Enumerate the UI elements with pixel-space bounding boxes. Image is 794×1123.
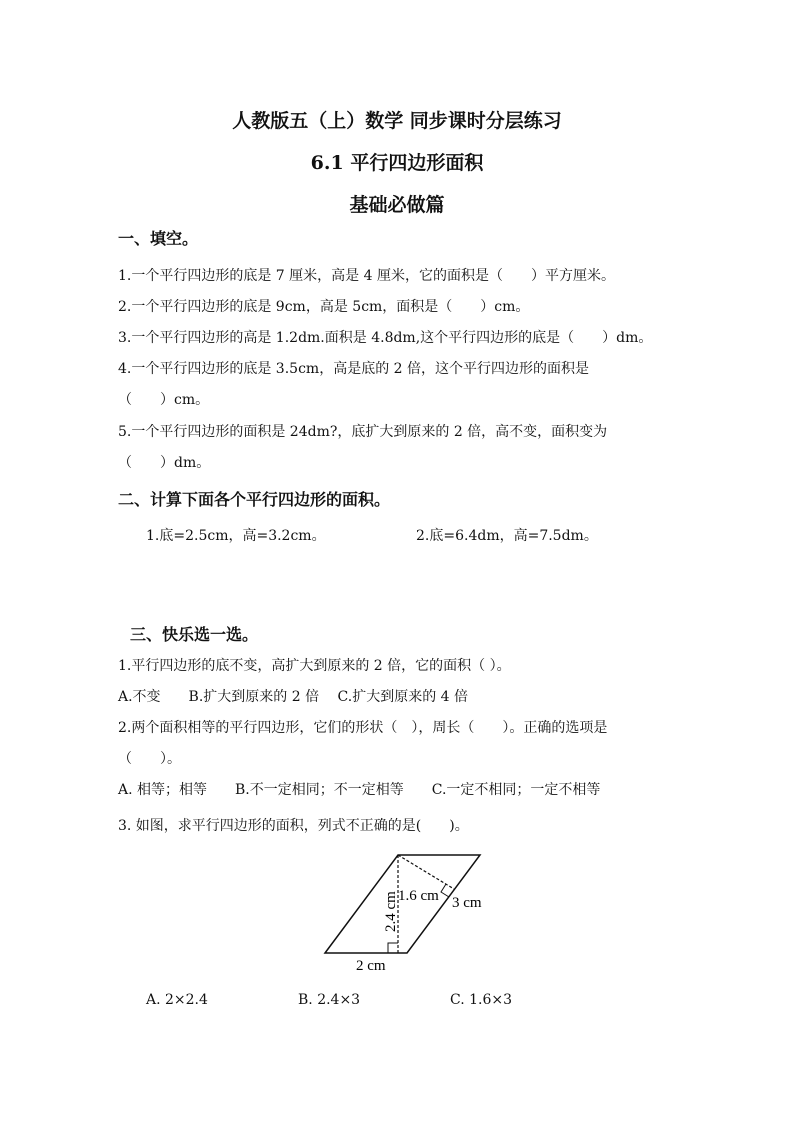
choice-question-1: 1.平行四边形的底不变，高扩大到原来的 2 倍，它的面积（ ）。 (118, 658, 511, 674)
fill-question-5-cont: （ ）dm。 (118, 455, 211, 471)
choice-question-2: 2.两个面积相等的平行四边形，它们的形状（ ），周长（ ）。正确的选项是 (118, 720, 608, 736)
calc-item-2: 2.底=6.4dm，高=7.5dm。 (416, 528, 598, 544)
right-angle-mark-base (388, 943, 398, 953)
page-subtitle: 6.1 平行四边形面积 (310, 152, 484, 174)
section3-heading: 三、快乐选一选。 (130, 625, 259, 644)
right-angle-mark-side (441, 884, 449, 897)
section1-heading: 一、填空。 (118, 229, 199, 248)
fill-question-5: 5.一个平行四边形的面积是 24dm?，底扩大到原来的 2 倍，高不变，面积变为 (118, 424, 608, 440)
choice-question-2-cont: （ ）。 (118, 751, 181, 767)
base-label: 2 cm (356, 958, 386, 974)
fill-question-4-cont: （ ）cm。 (118, 392, 210, 408)
q3-option-b: B. 2.4×3 (298, 992, 361, 1008)
fill-question-2: 2.一个平行四边形的底是 9cm，高是 5cm，面积是（ ）cm。 (118, 299, 530, 315)
height-label: 2.4 cm (383, 891, 399, 932)
section2-heading: 二、计算下面各个平行四边形的面积。 (118, 490, 391, 509)
choice-question-3: 3. 如图，求平行四边形的面积，列式不正确的是( )。 (118, 818, 469, 834)
perpendicular-label: 1.6 cm (398, 888, 439, 904)
fill-question-3: 3.一个平行四边形的高是 1.2dm.面积是 4.8dm,这个平行四边形的底是（ ）dm。 (118, 330, 653, 346)
choice-question-1-options: A.不变 B.扩大到原来的 2 倍 C.扩大到原来的 4 倍 (118, 689, 469, 705)
q3-option-a: A. 2×2.4 (146, 992, 208, 1008)
q3-option-c: C. 1.6×3 (450, 992, 513, 1008)
level-heading: 基础必做篇 (349, 194, 445, 216)
side-label: 3 cm (452, 895, 482, 911)
choice-question-2-options: A. 相等；相等 B.不一定相同；不一定相等 C.一定不相同；一定不相等 (118, 782, 601, 798)
fill-question-4: 4.一个平行四边形的底是 3.5cm，高是底的 2 倍，这个平行四边形的面积是 (118, 361, 589, 377)
calc-item-1: 1.底=2.5cm，高=3.2cm。 (146, 528, 326, 544)
page-title: 人教版五（上）数学 同步课时分层练习 (232, 110, 562, 132)
parallelogram-figure (300, 845, 520, 980)
fill-question-1: 1.一个平行四边形的底是 7 厘米，高是 4 厘米，它的面积是（ ）平方厘米。 (118, 268, 615, 284)
